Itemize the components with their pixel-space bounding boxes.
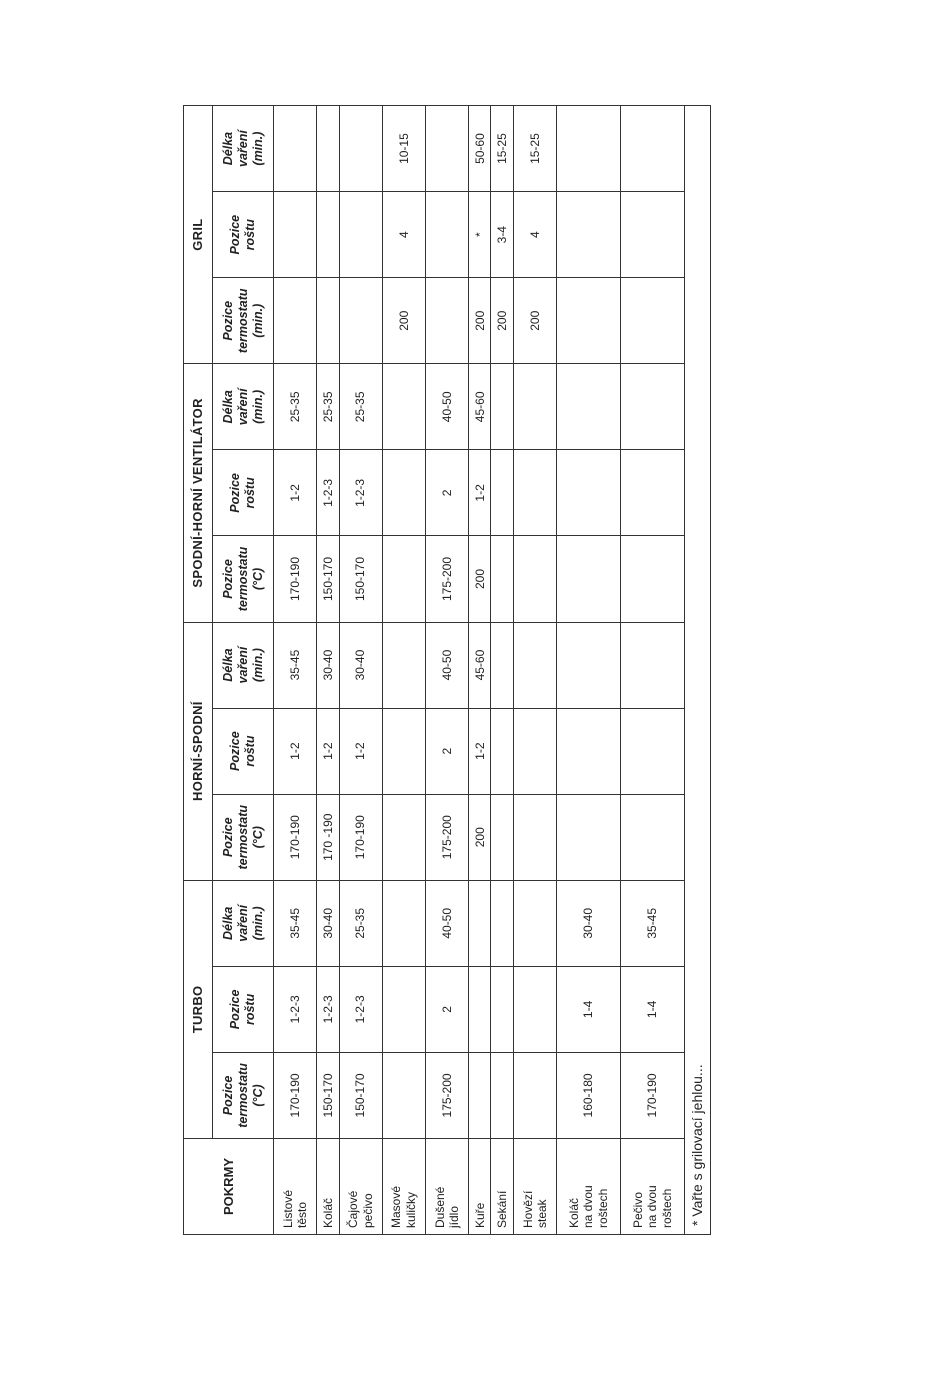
value-cell: 35-45 xyxy=(274,622,317,708)
subheader-line: (min.) xyxy=(250,389,265,424)
group-turbo: TURBO xyxy=(184,880,213,1138)
subheader-line: Délka xyxy=(220,131,235,166)
subheader-line: (min.) xyxy=(250,131,265,166)
value-cell xyxy=(513,622,556,708)
value-cell: 4 xyxy=(513,192,556,278)
value-cell xyxy=(621,278,685,364)
value-cell: 170-190 xyxy=(339,794,382,880)
subheader-line: vaření xyxy=(235,388,250,426)
value-cell xyxy=(382,1052,425,1138)
food-name-cell xyxy=(382,1139,425,1235)
subheader-cell xyxy=(213,192,274,278)
value-cell: 175-200 xyxy=(425,794,468,880)
value-cell: 1-2-3 xyxy=(339,966,382,1052)
subheader-cell xyxy=(213,622,274,708)
subheader-line: termostatu xyxy=(235,546,250,612)
subheader-line: roštu xyxy=(243,735,257,767)
value-cell: 1-2 xyxy=(274,450,317,536)
group-gril: GRIL xyxy=(184,106,213,364)
food-name-line: roštech xyxy=(659,1188,674,1228)
value-cell: 200 xyxy=(513,278,556,364)
value-cell xyxy=(513,1052,556,1138)
footnote-row xyxy=(685,106,711,1235)
subheader-line: roštu xyxy=(243,219,257,251)
value-cell xyxy=(339,278,382,364)
value-cell xyxy=(491,880,513,966)
value-cell: 45-60 xyxy=(469,622,491,708)
value-cell xyxy=(317,278,339,364)
value-cell: 170-190 xyxy=(621,1052,685,1138)
value-cell xyxy=(557,536,621,622)
food-name-line: na dvou xyxy=(581,1185,596,1228)
cooking-table xyxy=(183,105,711,1235)
subheader-row xyxy=(213,106,274,1235)
value-cell: 1-2 xyxy=(469,450,491,536)
food-name-cell xyxy=(469,1139,491,1235)
subheader-cell xyxy=(213,536,274,622)
group-horni-spodni: HORNÍ-SPODNÍ xyxy=(184,622,213,880)
food-name-line: Listové xyxy=(280,1189,295,1228)
value-cell xyxy=(382,622,425,708)
value-cell xyxy=(513,536,556,622)
value-cell xyxy=(621,622,685,708)
value-cell xyxy=(513,880,556,966)
subheader-line: Pozice xyxy=(228,473,242,513)
value-cell: 35-45 xyxy=(274,880,317,966)
value-cell: 25-35 xyxy=(339,880,382,966)
value-cell: 30-40 xyxy=(557,880,621,966)
table-row xyxy=(339,106,382,1235)
value-cell xyxy=(513,364,556,450)
subheader-cell xyxy=(213,966,274,1052)
table-row xyxy=(425,106,468,1235)
value-cell xyxy=(339,192,382,278)
group-spodni-horni-ventilator: SPODNÍ-HORNÍ VENTILÁTOR xyxy=(184,364,213,622)
subheader-cell xyxy=(213,1052,274,1138)
food-name-line: Pečivo xyxy=(631,1191,646,1228)
value-cell xyxy=(557,622,621,708)
food-name-cell xyxy=(339,1139,382,1235)
value-cell: 15-25 xyxy=(491,106,513,192)
value-cell: 1-2-3 xyxy=(274,966,317,1052)
subheader-line: Pozice xyxy=(228,989,242,1030)
value-cell xyxy=(382,880,425,966)
value-cell: 150-170 xyxy=(317,536,339,622)
value-cell: 30-40 xyxy=(317,880,339,966)
value-cell: 175-200 xyxy=(425,1052,468,1138)
food-name-line: Masové xyxy=(389,1185,404,1228)
value-cell: 40-50 xyxy=(425,880,468,966)
value-cell: 1-4 xyxy=(557,966,621,1052)
value-cell xyxy=(513,794,556,880)
subheader-line: (°C) xyxy=(250,826,265,849)
value-cell xyxy=(425,278,468,364)
food-name-line: Koláč xyxy=(566,1197,581,1228)
value-cell xyxy=(274,106,317,192)
value-cell: 15-25 xyxy=(513,106,556,192)
value-cell xyxy=(317,192,339,278)
subheader-cell xyxy=(213,106,274,192)
value-cell: 200 xyxy=(382,278,425,364)
table-row xyxy=(317,106,339,1235)
food-name-cell xyxy=(513,1139,556,1235)
group-header-row xyxy=(184,106,213,1235)
value-cell: 170-190 xyxy=(274,1052,317,1138)
food-name-line: Dušené xyxy=(432,1186,447,1228)
value-cell: 150-170 xyxy=(339,536,382,622)
value-cell xyxy=(382,536,425,622)
subheader-line: (min.) xyxy=(250,906,265,941)
food-name-line: Kuře xyxy=(472,1202,487,1228)
food-name-line: roštech xyxy=(595,1188,610,1228)
value-cell xyxy=(491,536,513,622)
value-cell: 2 xyxy=(425,708,468,794)
value-cell xyxy=(382,708,425,794)
food-name-line: steak xyxy=(534,1199,549,1228)
value-cell xyxy=(469,966,491,1052)
value-cell xyxy=(557,106,621,192)
value-cell: 1-2 xyxy=(339,708,382,794)
value-cell: 3-4 xyxy=(491,192,513,278)
value-cell xyxy=(425,192,468,278)
value-cell xyxy=(557,708,621,794)
subheader-line: termostatu xyxy=(235,288,250,354)
food-name-cell xyxy=(317,1139,339,1235)
value-cell xyxy=(491,450,513,536)
value-cell xyxy=(469,1052,491,1138)
value-cell: 50-60 xyxy=(469,106,491,192)
subheader-line: Pozice xyxy=(220,1075,235,1116)
subheader-line: vaření xyxy=(235,904,250,942)
value-cell xyxy=(557,192,621,278)
value-cell: 1-2 xyxy=(469,708,491,794)
food-name-line: kuličky xyxy=(403,1191,418,1228)
table-row xyxy=(382,106,425,1235)
subheader-line: Pozice xyxy=(220,559,235,599)
value-cell xyxy=(557,450,621,536)
value-cell: 1-4 xyxy=(621,966,685,1052)
value-cell xyxy=(621,708,685,794)
value-cell xyxy=(557,278,621,364)
value-cell: 160-180 xyxy=(557,1052,621,1138)
value-cell xyxy=(491,794,513,880)
pokrmy-header: POKRMY xyxy=(184,1139,274,1235)
value-cell xyxy=(491,622,513,708)
value-cell: 1-2 xyxy=(274,708,317,794)
value-cell: 1-2 xyxy=(317,708,339,794)
value-cell xyxy=(621,364,685,450)
value-cell: 200 xyxy=(469,794,491,880)
subheader-line: Pozice xyxy=(228,731,242,771)
subheader-cell xyxy=(213,278,274,364)
table-row xyxy=(513,106,556,1235)
value-cell xyxy=(621,536,685,622)
value-cell: 25-35 xyxy=(339,364,382,450)
subheader-line: roštu xyxy=(243,993,257,1026)
footnote: * Vařte s grilovací jehlou... xyxy=(685,106,711,1235)
value-cell: 30-40 xyxy=(339,622,382,708)
subheader-line: Pozice xyxy=(220,300,235,341)
value-cell xyxy=(382,966,425,1052)
subheader-line: Délka xyxy=(220,648,235,682)
value-cell: 30-40 xyxy=(317,622,339,708)
food-name-line: na dvou xyxy=(645,1185,660,1228)
subheader-line: Pozice xyxy=(228,214,242,255)
subheader-line: (min.) xyxy=(250,303,265,338)
value-cell xyxy=(469,880,491,966)
subheader-line: termostatu xyxy=(235,804,250,870)
value-cell: 25-35 xyxy=(274,364,317,450)
subheader-line: (min.) xyxy=(250,648,265,683)
value-cell: 170-190 xyxy=(274,794,317,880)
table-row xyxy=(557,106,621,1235)
subheader-line: vaření xyxy=(235,646,250,684)
subheader-line: (°C) xyxy=(250,567,265,591)
table-body xyxy=(274,106,711,1235)
value-cell xyxy=(382,794,425,880)
value-cell: 1-2-3 xyxy=(317,966,339,1052)
value-cell: 35-45 xyxy=(621,880,685,966)
food-name-line: Hovězí xyxy=(520,1190,535,1228)
value-cell xyxy=(382,450,425,536)
value-cell: 10-15 xyxy=(382,106,425,192)
subheader-line: Délka xyxy=(220,906,235,940)
table-row xyxy=(274,106,317,1235)
value-cell: 2 xyxy=(425,966,468,1052)
food-name-line: Koláč xyxy=(320,1197,335,1228)
subheader-cell xyxy=(213,708,274,794)
value-cell: 4 xyxy=(382,192,425,278)
value-cell xyxy=(425,106,468,192)
table-row xyxy=(621,106,685,1235)
value-cell xyxy=(491,1052,513,1138)
value-cell: 2 xyxy=(425,450,468,536)
value-cell xyxy=(621,192,685,278)
food-name-cell xyxy=(557,1139,621,1235)
value-cell xyxy=(274,278,317,364)
table-row xyxy=(469,106,491,1235)
rotated-page xyxy=(183,105,711,1235)
subheader-cell xyxy=(213,794,274,880)
food-name-line: pečivo xyxy=(360,1193,375,1228)
value-cell xyxy=(274,192,317,278)
food-name-cell xyxy=(274,1139,317,1235)
subheader-line: Pozice xyxy=(220,817,235,858)
value-cell: 150-170 xyxy=(317,1052,339,1138)
value-cell xyxy=(317,106,339,192)
value-cell xyxy=(621,106,685,192)
value-cell: 45-60 xyxy=(469,364,491,450)
value-cell xyxy=(513,708,556,794)
subheader-cell xyxy=(213,450,274,536)
value-cell xyxy=(339,106,382,192)
value-cell xyxy=(513,450,556,536)
value-cell: 170-190 xyxy=(274,536,317,622)
food-name-cell xyxy=(425,1139,468,1235)
subheader-line: roštu xyxy=(243,477,257,509)
value-cell: 1-2-3 xyxy=(317,450,339,536)
value-cell: 1-2-3 xyxy=(339,450,382,536)
value-cell: 200 xyxy=(469,536,491,622)
value-cell: 150-170 xyxy=(339,1052,382,1138)
food-name-line: Sekání xyxy=(494,1190,509,1228)
value-cell: 200 xyxy=(491,278,513,364)
value-cell xyxy=(491,708,513,794)
food-name-line: jídlo xyxy=(447,1205,462,1228)
subheader-line: termostatu xyxy=(235,1063,250,1128)
subheader-line: vaření xyxy=(235,130,250,167)
value-cell xyxy=(557,794,621,880)
value-cell: 40-50 xyxy=(425,622,468,708)
food-name-cell xyxy=(491,1139,513,1235)
value-cell xyxy=(513,966,556,1052)
subheader-cell xyxy=(213,364,274,450)
subheader-line: (°C) xyxy=(250,1084,265,1107)
value-cell xyxy=(491,966,513,1052)
value-cell xyxy=(621,450,685,536)
food-name-line: těsto xyxy=(295,1201,310,1228)
value-cell xyxy=(382,364,425,450)
food-name-cell xyxy=(621,1139,685,1235)
subheader-line: Délka xyxy=(220,390,235,424)
value-cell: 170 -190 xyxy=(317,794,339,880)
table-row xyxy=(491,106,513,1235)
value-cell xyxy=(557,364,621,450)
value-cell xyxy=(621,794,685,880)
value-cell: 25-35 xyxy=(317,364,339,450)
value-cell: 200 xyxy=(469,278,491,364)
value-cell xyxy=(491,364,513,450)
food-name-line: Čajové xyxy=(346,1190,361,1228)
value-cell: 40-50 xyxy=(425,364,468,450)
subheader-cell xyxy=(213,880,274,966)
value-cell: 175-200 xyxy=(425,536,468,622)
value-cell: * xyxy=(469,192,491,278)
